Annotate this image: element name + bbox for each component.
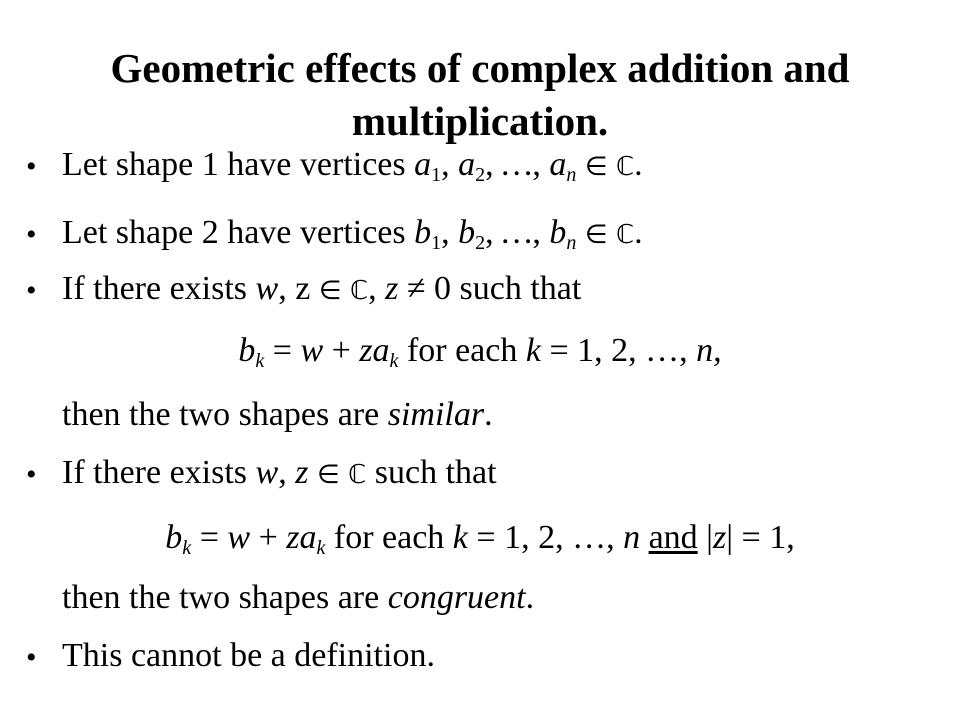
bullet-marker: • (26, 274, 37, 307)
text-line-congruent-conclusion: then the two shapes are congruent. (62, 579, 535, 616)
text-line-3: If there exists w, z ∈ ℂ, z ≠ 0 such that (62, 270, 582, 307)
text-line-1: Let shape 1 have vertices $a_1$, $a_2$, …, $a_n$ ∈ ℂ. (62, 146, 643, 186)
text-line-9: This cannot be a definition. (62, 637, 435, 674)
bullet-marker: • (26, 218, 37, 251)
bullet-marker: • (26, 641, 37, 674)
equation-similar: $b_k = w + za_k$ for each k = 1, 2, …, n, (238, 332, 722, 372)
equation-congruent: $b_k = w + za_k$ for each k = 1, 2, …, n and |z| = 1, (165, 519, 795, 559)
text-line-similar-conclusion: then the two shapes are similar. (62, 396, 493, 433)
slide-title: Geometric effects of complex addition and multiplication. (110, 45, 850, 144)
bullet-marker: • (26, 458, 37, 491)
text-line-6: If there exists w, z ∈ ℂ such that (62, 454, 497, 491)
text-line-2: Let shape 2 have vertices $b_1$, $b_2$, …, $b_n$ ∈ ℂ. (62, 214, 643, 254)
bullet-marker: • (26, 150, 37, 183)
